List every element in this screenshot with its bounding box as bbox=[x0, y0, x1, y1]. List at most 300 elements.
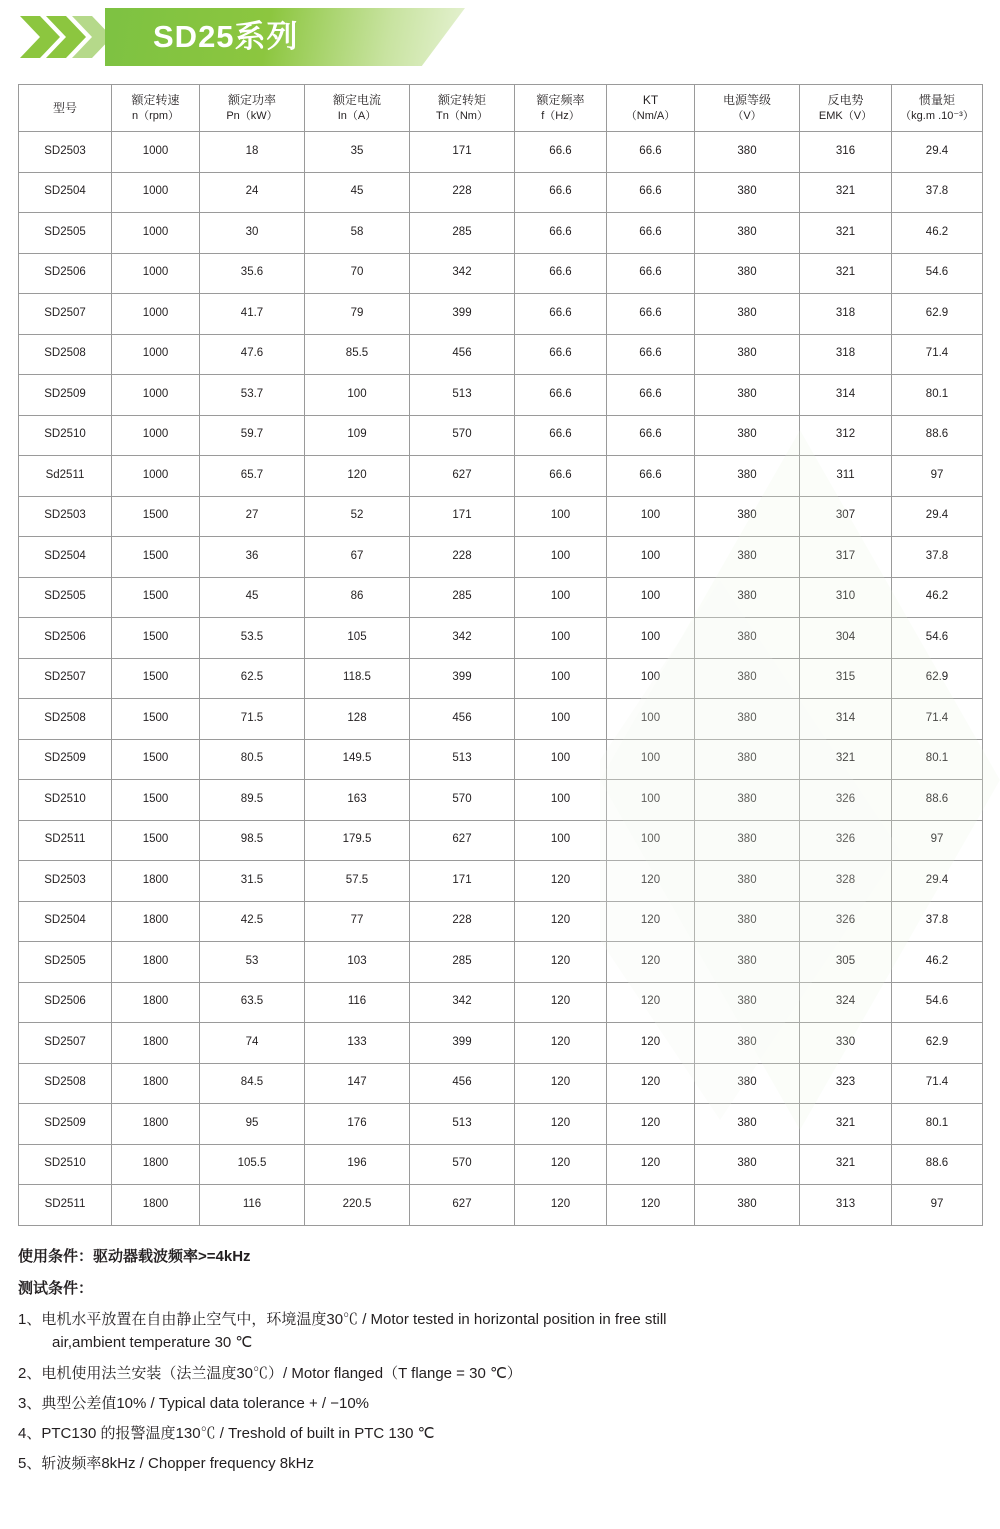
cell-model: SD2506 bbox=[19, 618, 112, 659]
cell-model: SD2503 bbox=[19, 132, 112, 173]
cell-value: 66.6 bbox=[607, 415, 695, 456]
cell-value: 103 bbox=[305, 942, 410, 983]
cell-value: 380 bbox=[695, 537, 800, 578]
cell-value: 196 bbox=[305, 1144, 410, 1185]
cell-value: 228 bbox=[410, 537, 515, 578]
cell-value: 380 bbox=[695, 618, 800, 659]
cell-value: 120 bbox=[607, 982, 695, 1023]
cell-value: 315 bbox=[800, 658, 892, 699]
cell-value: 324 bbox=[800, 982, 892, 1023]
cell-value: 399 bbox=[410, 294, 515, 335]
cell-value: 1800 bbox=[112, 1023, 200, 1064]
cell-value: 31.5 bbox=[200, 861, 305, 902]
cell-value: 100 bbox=[515, 577, 607, 618]
test-condition-title: 测试条件： bbox=[18, 1279, 94, 1297]
cell-value: 120 bbox=[607, 1023, 695, 1064]
cell-value: 86 bbox=[305, 577, 410, 618]
cell-model: SD2505 bbox=[19, 577, 112, 618]
cell-value: 147 bbox=[305, 1063, 410, 1104]
cell-value: 66.6 bbox=[607, 456, 695, 497]
table-row bbox=[19, 699, 983, 740]
cell-value: 321 bbox=[800, 253, 892, 294]
cell-value: 66.6 bbox=[607, 172, 695, 213]
cell-value: 24 bbox=[200, 172, 305, 213]
cell-value: 171 bbox=[410, 496, 515, 537]
cell-value: 118.5 bbox=[305, 658, 410, 699]
cell-value: 66.6 bbox=[607, 253, 695, 294]
col-header-frequency: 额定频率 f（Hz） bbox=[515, 85, 607, 132]
cell-value: 330 bbox=[800, 1023, 892, 1064]
cell-value: 321 bbox=[800, 213, 892, 254]
cell-value: 228 bbox=[410, 901, 515, 942]
table-row bbox=[19, 294, 983, 335]
cell-value: 513 bbox=[410, 1104, 515, 1145]
cell-value: 285 bbox=[410, 577, 515, 618]
table-row bbox=[19, 577, 983, 618]
note-text-3: 典型公差值10% / Typical data tolerance + / −10% bbox=[41, 1394, 370, 1412]
cell-value: 88.6 bbox=[892, 780, 983, 821]
cell-value: 37.8 bbox=[892, 537, 983, 578]
cell-value: 310 bbox=[800, 577, 892, 618]
note-index-2: 2、 bbox=[18, 1364, 42, 1382]
cell-value: 380 bbox=[695, 1104, 800, 1145]
cell-value: 88.6 bbox=[892, 415, 983, 456]
cell-value: 176 bbox=[305, 1104, 410, 1145]
table-row bbox=[19, 1023, 983, 1064]
table-row bbox=[19, 820, 983, 861]
table-row bbox=[19, 942, 983, 983]
table-row bbox=[19, 658, 983, 699]
cell-value: 63.5 bbox=[200, 982, 305, 1023]
cell-value: 105.5 bbox=[200, 1144, 305, 1185]
table-row bbox=[19, 537, 983, 578]
cell-model: SD2503 bbox=[19, 861, 112, 902]
cell-value: 380 bbox=[695, 820, 800, 861]
table-row bbox=[19, 618, 983, 659]
cell-value: 380 bbox=[695, 415, 800, 456]
cell-value: 120 bbox=[515, 1104, 607, 1145]
cell-model: SD2509 bbox=[19, 739, 112, 780]
cell-value: 1000 bbox=[112, 334, 200, 375]
cell-value: 100 bbox=[305, 375, 410, 416]
col-header-current: 额定电流 In（A） bbox=[305, 85, 410, 132]
cell-value: 380 bbox=[695, 942, 800, 983]
cell-value: 120 bbox=[607, 1144, 695, 1185]
cell-value: 120 bbox=[515, 1144, 607, 1185]
cell-value: 171 bbox=[410, 132, 515, 173]
cell-value: 66.6 bbox=[607, 213, 695, 254]
cell-value: 380 bbox=[695, 739, 800, 780]
cell-value: 80.1 bbox=[892, 1104, 983, 1145]
cell-value: 120 bbox=[515, 1023, 607, 1064]
cell-model: SD2508 bbox=[19, 1063, 112, 1104]
cell-value: 120 bbox=[515, 1063, 607, 1104]
cell-value: 318 bbox=[800, 334, 892, 375]
cell-model: SD2510 bbox=[19, 780, 112, 821]
cell-value: 380 bbox=[695, 172, 800, 213]
cell-value: 66.6 bbox=[515, 415, 607, 456]
cell-value: 100 bbox=[515, 820, 607, 861]
cell-value: 179.5 bbox=[305, 820, 410, 861]
cell-model: SD2504 bbox=[19, 537, 112, 578]
col-header-inertia: 惯量矩 （kg.m .10⁻³） bbox=[892, 85, 983, 132]
cell-value: 100 bbox=[607, 739, 695, 780]
cell-value: 41.7 bbox=[200, 294, 305, 335]
cell-value: 1500 bbox=[112, 496, 200, 537]
table-row bbox=[19, 901, 983, 942]
table-row bbox=[19, 861, 983, 902]
note-text-4: PTC130 的报警温度130℃ / Treshold of built in PTC 130 ℃ bbox=[41, 1425, 435, 1442]
cell-value: 36 bbox=[200, 537, 305, 578]
cell-value: 328 bbox=[800, 861, 892, 902]
spec-table bbox=[18, 84, 983, 1226]
note-item-2 bbox=[18, 1362, 982, 1385]
cell-value: 74 bbox=[200, 1023, 305, 1064]
note-text-2: 电机使用法兰安装（法兰温度30℃）/ Motor flanged（T flange = 30 ℃） bbox=[41, 1364, 522, 1382]
cell-value: 399 bbox=[410, 658, 515, 699]
cell-value: 100 bbox=[515, 739, 607, 780]
cell-value: 627 bbox=[410, 1185, 515, 1226]
note-text-1: 电机水平放置在自由静止空气中，环境温度30℃ / Motor tested in horizontal position in free still bbox=[41, 1311, 667, 1328]
cell-value: 627 bbox=[410, 820, 515, 861]
cell-value: 98.5 bbox=[200, 820, 305, 861]
cell-value: 100 bbox=[515, 780, 607, 821]
cell-value: 80.1 bbox=[892, 375, 983, 416]
cell-value: 46.2 bbox=[892, 942, 983, 983]
cell-value: 1500 bbox=[112, 618, 200, 659]
table-row bbox=[19, 334, 983, 375]
cell-value: 1500 bbox=[112, 577, 200, 618]
cell-value: 100 bbox=[607, 658, 695, 699]
cell-value: 1500 bbox=[112, 658, 200, 699]
cell-value: 66.6 bbox=[515, 253, 607, 294]
usage-condition: 使用条件：驱动器载波频率>=4kHz bbox=[18, 1247, 251, 1265]
table-row bbox=[19, 253, 983, 294]
cell-value: 66.6 bbox=[607, 294, 695, 335]
cell-value: 30 bbox=[200, 213, 305, 254]
cell-value: 133 bbox=[305, 1023, 410, 1064]
table-row bbox=[19, 496, 983, 537]
cell-value: 307 bbox=[800, 496, 892, 537]
cell-value: 97 bbox=[892, 456, 983, 497]
cell-value: 100 bbox=[607, 577, 695, 618]
cell-value: 66.6 bbox=[607, 375, 695, 416]
cell-value: 399 bbox=[410, 1023, 515, 1064]
cell-model: SD2503 bbox=[19, 496, 112, 537]
cell-value: 80.1 bbox=[892, 739, 983, 780]
cell-value: 316 bbox=[800, 132, 892, 173]
cell-value: 95 bbox=[200, 1104, 305, 1145]
cell-value: 66.6 bbox=[515, 375, 607, 416]
spec-table-container bbox=[18, 84, 982, 1226]
cell-value: 29.4 bbox=[892, 132, 983, 173]
cell-value: 1800 bbox=[112, 1144, 200, 1185]
cell-value: 627 bbox=[410, 456, 515, 497]
cell-value: 57.5 bbox=[305, 861, 410, 902]
cell-value: 380 bbox=[695, 658, 800, 699]
cell-value: 456 bbox=[410, 1063, 515, 1104]
cell-value: 54.6 bbox=[892, 982, 983, 1023]
cell-value: 304 bbox=[800, 618, 892, 659]
cell-value: 380 bbox=[695, 253, 800, 294]
cell-model: SD2509 bbox=[19, 375, 112, 416]
cell-value: 1500 bbox=[112, 780, 200, 821]
cell-value: 120 bbox=[607, 1063, 695, 1104]
cell-value: 37.8 bbox=[892, 172, 983, 213]
cell-value: 100 bbox=[515, 618, 607, 659]
note-item-1 bbox=[18, 1308, 982, 1355]
cell-model: SD2508 bbox=[19, 699, 112, 740]
cell-value: 100 bbox=[515, 699, 607, 740]
cell-value: 380 bbox=[695, 213, 800, 254]
note-index-4: 4、 bbox=[18, 1425, 42, 1442]
table-row bbox=[19, 1063, 983, 1104]
cell-value: 312 bbox=[800, 415, 892, 456]
cell-value: 1000 bbox=[112, 253, 200, 294]
cell-value: 220.5 bbox=[305, 1185, 410, 1226]
cell-value: 100 bbox=[607, 699, 695, 740]
cell-value: 84.5 bbox=[200, 1063, 305, 1104]
cell-value: 1800 bbox=[112, 942, 200, 983]
cell-value: 1000 bbox=[112, 375, 200, 416]
cell-value: 53.5 bbox=[200, 618, 305, 659]
cell-value: 314 bbox=[800, 699, 892, 740]
cell-value: 1000 bbox=[112, 415, 200, 456]
cell-value: 314 bbox=[800, 375, 892, 416]
cell-value: 323 bbox=[800, 1063, 892, 1104]
cell-value: 1800 bbox=[112, 861, 200, 902]
cell-model: SD2505 bbox=[19, 213, 112, 254]
cell-value: 380 bbox=[695, 982, 800, 1023]
cell-value: 120 bbox=[607, 942, 695, 983]
table-row bbox=[19, 1144, 983, 1185]
cell-value: 380 bbox=[695, 901, 800, 942]
cell-value: 62.9 bbox=[892, 1023, 983, 1064]
table-row bbox=[19, 132, 983, 173]
series-banner bbox=[105, 8, 465, 66]
note-text-5: 斩波频率8kHz / Chopper frequency 8kHz bbox=[41, 1455, 314, 1473]
table-row bbox=[19, 172, 983, 213]
cell-value: 380 bbox=[695, 496, 800, 537]
cell-value: 45 bbox=[305, 172, 410, 213]
cell-value: 1500 bbox=[112, 537, 200, 578]
cell-value: 1800 bbox=[112, 982, 200, 1023]
cell-model: SD2507 bbox=[19, 1023, 112, 1064]
cell-value: 62.9 bbox=[892, 658, 983, 699]
cell-value: 66.6 bbox=[515, 172, 607, 213]
cell-value: 1000 bbox=[112, 294, 200, 335]
cell-value: 380 bbox=[695, 699, 800, 740]
cell-value: 29.4 bbox=[892, 496, 983, 537]
cell-value: 37.8 bbox=[892, 901, 983, 942]
cell-value: 285 bbox=[410, 213, 515, 254]
table-row bbox=[19, 456, 983, 497]
cell-value: 128 bbox=[305, 699, 410, 740]
cell-value: 380 bbox=[695, 1144, 800, 1185]
cell-value: 305 bbox=[800, 942, 892, 983]
cell-value: 228 bbox=[410, 172, 515, 213]
col-header-model: 型号 bbox=[19, 85, 112, 132]
cell-value: 59.7 bbox=[200, 415, 305, 456]
cell-value: 65.7 bbox=[200, 456, 305, 497]
cell-model: SD2510 bbox=[19, 415, 112, 456]
cell-value: 66.6 bbox=[515, 213, 607, 254]
cell-value: 326 bbox=[800, 901, 892, 942]
cell-model: SD2510 bbox=[19, 1144, 112, 1185]
cell-value: 66.6 bbox=[607, 132, 695, 173]
cell-value: 116 bbox=[200, 1185, 305, 1226]
cell-value: 1000 bbox=[112, 132, 200, 173]
cell-value: 380 bbox=[695, 861, 800, 902]
cell-value: 317 bbox=[800, 537, 892, 578]
cell-value: 120 bbox=[607, 861, 695, 902]
cell-value: 54.6 bbox=[892, 253, 983, 294]
cell-value: 62.5 bbox=[200, 658, 305, 699]
cell-value: 100 bbox=[607, 820, 695, 861]
cell-value: 342 bbox=[410, 253, 515, 294]
cell-value: 570 bbox=[410, 415, 515, 456]
col-header-torque: 额定转矩 Tn（Nm） bbox=[410, 85, 515, 132]
cell-value: 52 bbox=[305, 496, 410, 537]
table-row bbox=[19, 1104, 983, 1145]
cell-value: 70 bbox=[305, 253, 410, 294]
note-item-5 bbox=[18, 1452, 982, 1475]
cell-value: 1800 bbox=[112, 1185, 200, 1226]
cell-value: 120 bbox=[607, 901, 695, 942]
cell-value: 100 bbox=[515, 496, 607, 537]
cell-value: 285 bbox=[410, 942, 515, 983]
cell-value: 116 bbox=[305, 982, 410, 1023]
cell-value: 326 bbox=[800, 780, 892, 821]
cell-value: 18 bbox=[200, 132, 305, 173]
cell-value: 77 bbox=[305, 901, 410, 942]
cell-value: 1000 bbox=[112, 172, 200, 213]
cell-value: 100 bbox=[607, 618, 695, 659]
table-row bbox=[19, 375, 983, 416]
col-header-speed: 额定转速 n（rpm） bbox=[112, 85, 200, 132]
cell-value: 456 bbox=[410, 699, 515, 740]
cell-value: 46.2 bbox=[892, 577, 983, 618]
cell-value: 380 bbox=[695, 132, 800, 173]
cell-value: 35 bbox=[305, 132, 410, 173]
cell-value: 380 bbox=[695, 1023, 800, 1064]
cell-value: 71.4 bbox=[892, 334, 983, 375]
cell-value: 27 bbox=[200, 496, 305, 537]
cell-value: 100 bbox=[607, 537, 695, 578]
cell-value: 71.4 bbox=[892, 1063, 983, 1104]
cell-value: 58 bbox=[305, 213, 410, 254]
cell-value: 321 bbox=[800, 1104, 892, 1145]
cell-value: 1500 bbox=[112, 699, 200, 740]
cell-value: 1000 bbox=[112, 456, 200, 497]
cell-value: 66.6 bbox=[515, 334, 607, 375]
cell-value: 120 bbox=[607, 1104, 695, 1145]
notes-section bbox=[18, 1244, 982, 1476]
cell-value: 79 bbox=[305, 294, 410, 335]
cell-value: 380 bbox=[695, 577, 800, 618]
cell-value: 66.6 bbox=[515, 132, 607, 173]
table-row bbox=[19, 415, 983, 456]
cell-value: 570 bbox=[410, 780, 515, 821]
cell-value: 71.5 bbox=[200, 699, 305, 740]
cell-value: 120 bbox=[515, 861, 607, 902]
cell-value: 380 bbox=[695, 1185, 800, 1226]
cell-value: 100 bbox=[607, 780, 695, 821]
cell-value: 105 bbox=[305, 618, 410, 659]
table-row bbox=[19, 780, 983, 821]
note-item-3 bbox=[18, 1392, 982, 1415]
col-header-emk: 反电势 EMK（V） bbox=[800, 85, 892, 132]
cell-model: SD2509 bbox=[19, 1104, 112, 1145]
table-row bbox=[19, 213, 983, 254]
cell-value: 80.5 bbox=[200, 739, 305, 780]
cell-model: SD2508 bbox=[19, 334, 112, 375]
cell-value: 45 bbox=[200, 577, 305, 618]
cell-value: 47.6 bbox=[200, 334, 305, 375]
cell-value: 88.6 bbox=[892, 1144, 983, 1185]
cell-value: 380 bbox=[695, 1063, 800, 1104]
cell-value: 97 bbox=[892, 1185, 983, 1226]
note-item-4 bbox=[18, 1422, 982, 1445]
cell-value: 53 bbox=[200, 942, 305, 983]
cell-value: 313 bbox=[800, 1185, 892, 1226]
cell-model: SD2504 bbox=[19, 172, 112, 213]
cell-value: 53.7 bbox=[200, 375, 305, 416]
note-index-5: 5、 bbox=[18, 1455, 42, 1473]
cell-value: 311 bbox=[800, 456, 892, 497]
cell-model: SD2504 bbox=[19, 901, 112, 942]
cell-model: SD2507 bbox=[19, 658, 112, 699]
cell-value: 456 bbox=[410, 334, 515, 375]
cell-model: SD2506 bbox=[19, 253, 112, 294]
cell-value: 1800 bbox=[112, 901, 200, 942]
col-header-voltage: 电源等级 （V） bbox=[695, 85, 800, 132]
chevrons-right-icon bbox=[18, 14, 108, 60]
table-body bbox=[19, 132, 983, 1226]
cell-value: 149.5 bbox=[305, 739, 410, 780]
cell-value: 321 bbox=[800, 172, 892, 213]
cell-value: 97 bbox=[892, 820, 983, 861]
cell-value: 326 bbox=[800, 820, 892, 861]
cell-value: 100 bbox=[515, 537, 607, 578]
cell-model: SD2507 bbox=[19, 294, 112, 335]
cell-model: Sd2511 bbox=[19, 456, 112, 497]
cell-value: 71.4 bbox=[892, 699, 983, 740]
cell-value: 29.4 bbox=[892, 861, 983, 902]
cell-value: 120 bbox=[515, 942, 607, 983]
cell-value: 171 bbox=[410, 861, 515, 902]
cell-value: 1000 bbox=[112, 213, 200, 254]
table-row bbox=[19, 739, 983, 780]
table-row bbox=[19, 982, 983, 1023]
cell-value: 42.5 bbox=[200, 901, 305, 942]
cell-model: SD2506 bbox=[19, 982, 112, 1023]
cell-value: 35.6 bbox=[200, 253, 305, 294]
note-index-1: 1、 bbox=[18, 1311, 42, 1328]
table-row bbox=[19, 1185, 983, 1226]
cell-model: SD2511 bbox=[19, 820, 112, 861]
cell-value: 1800 bbox=[112, 1104, 200, 1145]
cell-value: 120 bbox=[607, 1185, 695, 1226]
cell-value: 46.2 bbox=[892, 213, 983, 254]
cell-value: 321 bbox=[800, 1144, 892, 1185]
cell-value: 570 bbox=[410, 1144, 515, 1185]
cell-value: 1800 bbox=[112, 1063, 200, 1104]
cell-value: 109 bbox=[305, 415, 410, 456]
cell-value: 66.6 bbox=[607, 334, 695, 375]
cell-value: 321 bbox=[800, 739, 892, 780]
cell-value: 163 bbox=[305, 780, 410, 821]
